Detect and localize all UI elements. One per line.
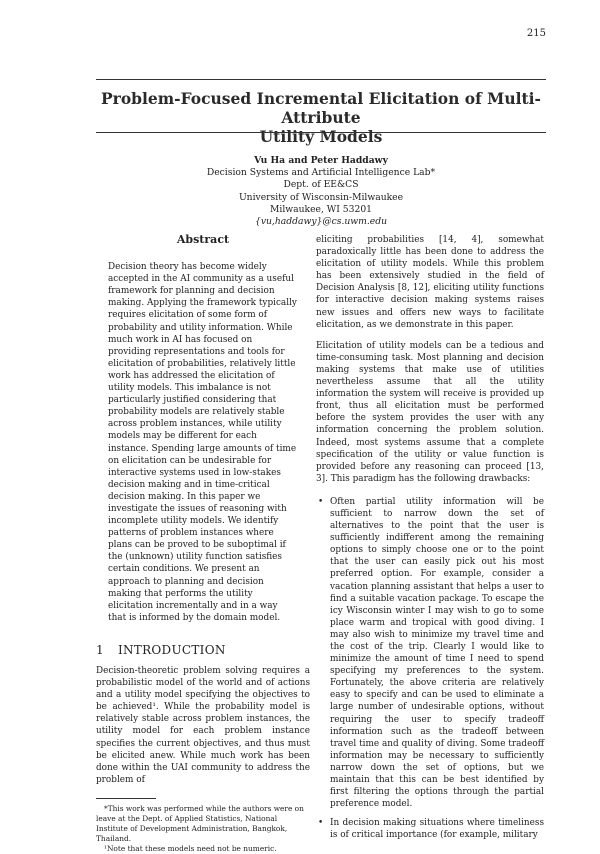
title-line-2: Utility Models (259, 127, 383, 146)
author-email: {vu,haddawy}@cs.uwm.edu (254, 216, 388, 228)
title-top-rule (96, 79, 546, 80)
author-block (96, 155, 546, 228)
paper-title (96, 89, 546, 146)
footnote-1: *This work was performed while the authors were on leave at the Dept. of Applied Statistics, National Institute of Development Administration, Bangkok, Thailand. (96, 803, 304, 843)
author-names: Vu Ha and Peter Haddawy (254, 155, 388, 166)
intro-paragraph-continued: eliciting probabilities [14, 4], somewhat paradoxically little has been done to address the elicitation of utility models. While this problem has been extensively studied in the field of Decision Analysis [8, 12], eliciting utility functions for interactive decision making systems raises new issues and offers new ways to facilitate elicitation, as we demonstrate in this paper. (316, 235, 544, 330)
author-city: Milwaukee, WI 53201 (269, 203, 373, 215)
abstract-body: Decision theory has become widely accepted in the AI community as a useful framework for planning and decision making. Applying the framework typically requires elicitation of some form of probability and utility information. While much work in AI has focused on providing representations and tools for elicitation of probabilities, relatively little work has addressed the elicitation of utility models. This imbalance is not particularly justified considering that probability models are relatively stable across problem instances, while utility models may be different for each instance. Spending large amounts of time on elicitation can be undesirable for interactive systems used in low-stakes decision making and in time-critical decision making. In this paper we investigate the issues of reasoning with incomplete utility models. We identify patterns of problem instances where plans can be proved to be suboptimal if the (unknown) utility function satisfies certain conditions. We present an approach to planning and decision making that performs the utility elicitation incrementally and in a way that is informed by the domain model. (108, 262, 297, 623)
left-column (96, 234, 310, 854)
section-heading-introduction (96, 644, 310, 656)
author-dept: Dept. of EE&CS (283, 179, 359, 191)
page-number: 215 (526, 28, 546, 39)
author-lab: Decision Systems and Artificial Intelligence Lab* (206, 167, 436, 179)
section-title: INTRODUCTION (117, 642, 226, 657)
abstract-heading: Abstract (176, 233, 230, 246)
intro-paragraph-1: Decision-theoretic problem solving requires a probabilistic model of the world and of actions and a utility model specifying the objectives to be achieved¹. While the probability model is relatively stable across problem instances, the utility model for each problem instance specifies the current objectives, and thus must be elicited anew. While much work has been done within the UAI community to address the problem of (96, 666, 310, 785)
list-item: • In decision making situations where timeliness is of critical importance (for example, military (316, 817, 544, 841)
right-column (316, 234, 544, 849)
intro-paragraph-2: Elicitation of utility models can be a tedious and time-consuming task. Most planning and decision making systems that make use of utilities nevertheless assume that all the utility information the system will receive is provided up front, thus all elicitation must be performed before the system provides the user with any information concerning the problem solution. Indeed, most systems assume that a complete specification of the utility or value function is provided before any reasoning can proceed [13, 3]. This paradigm has the following drawbacks: (316, 340, 544, 484)
footnote-2: ¹Note that these models need not be numeric. (104, 843, 277, 853)
title-bottom-rule (96, 132, 546, 133)
author-university: University of Wisconsin-Milwaukee (238, 191, 404, 203)
drawbacks-list (316, 496, 544, 842)
list-item: • Often partial utility information will be sufficient to narrow down the set of alternatives to the point that the user is sufficiently indifferent among the remaining options to simply choose one or to the point that the user can easily pick out his most preferred option. For example, consider a vacation planning assistant that helps a user to find a suitable vacation package. To escape the icy Wisconsin winter I may wish to go to some place warm and tropical with good diving. I may also wish to minimize my travel time and the cost of the trip. Clearly I would like to minimize the amount of time I need to spend specifying my preferences to the system. Fortunately, the above criteria are relatively easy to specify and can be used to eliminate a large number of undesirable options, without requiring the user to specify tradeoff information such as the tradeoff between travel time and quality of diving. Some tradeoff information may be necessary to sufficiently narrow down the set of options, but we maintain that this can be best identified by first filtering the options through the partial preference model. (316, 496, 544, 810)
title-line-1: Problem-Focused Incremental Elicitation of Multi-Attribute (101, 89, 541, 127)
footnote-rule (96, 798, 156, 799)
section-number: 1 (96, 642, 104, 657)
